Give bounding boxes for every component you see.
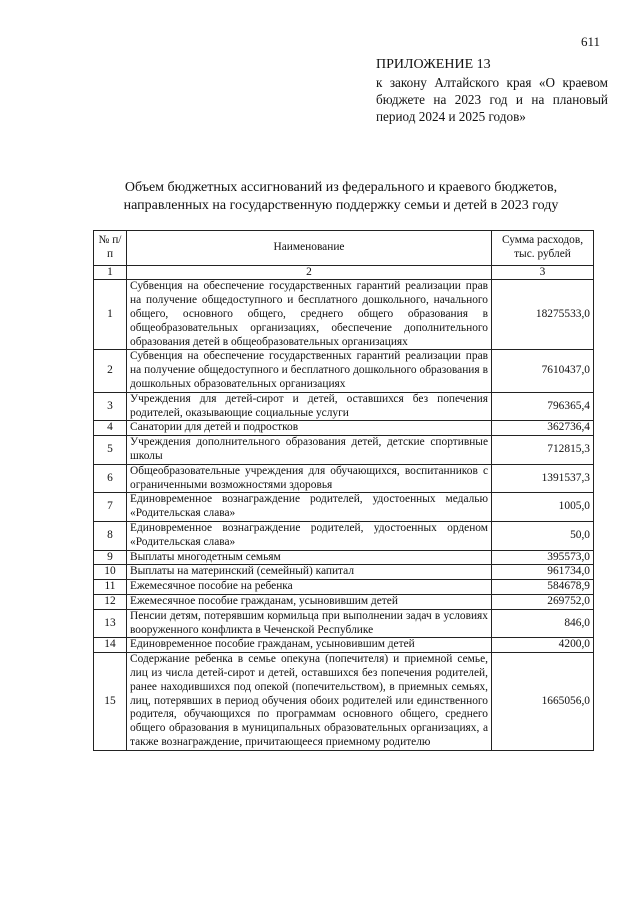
row-number: 1 xyxy=(94,280,127,350)
column-index: 1 xyxy=(94,265,127,280)
table-row xyxy=(94,493,594,522)
row-number: 15 xyxy=(94,653,127,751)
column-index: 3 xyxy=(492,265,594,280)
page-number: 611 xyxy=(580,34,600,49)
header-sum: Сумма расходов, тыс. рублей xyxy=(492,231,594,266)
row-number: 8 xyxy=(94,521,127,550)
row-number: 11 xyxy=(94,580,127,595)
table-row xyxy=(94,594,594,609)
row-number: 12 xyxy=(94,594,127,609)
table-row xyxy=(94,521,594,550)
row-number: 3 xyxy=(94,392,127,421)
row-sum: 7610437,0 xyxy=(492,350,594,392)
row-name: Ежемесячное пособие гражданам, усыновившим детей xyxy=(127,594,492,609)
table-row xyxy=(94,350,594,392)
table-header-row xyxy=(94,231,594,266)
row-name: Единовременное вознаграждение родителей, удостоенных орденом «Родительская слава» xyxy=(127,521,492,550)
row-sum: 796365,4 xyxy=(492,392,594,421)
row-sum: 4200,0 xyxy=(492,638,594,653)
document-title: Объем бюджетных ассигнований из федерального и краевого бюджетов, направленных на государственную поддержку семьи и детей в 2023 году xyxy=(123,180,559,213)
table-row xyxy=(94,421,594,436)
table-row xyxy=(94,280,594,350)
row-name: Выплаты на материнский (семейный) капитал xyxy=(127,565,492,580)
appendix-title: ПРИЛОЖЕНИЕ 13 xyxy=(376,57,491,72)
row-number: 2 xyxy=(94,350,127,392)
table-row xyxy=(94,464,594,493)
header-number: № п/п xyxy=(94,231,127,266)
row-sum: 846,0 xyxy=(492,609,594,638)
row-sum: 1005,0 xyxy=(492,493,594,522)
row-number: 13 xyxy=(94,609,127,638)
row-sum: 1391537,3 xyxy=(492,464,594,493)
row-number: 14 xyxy=(94,638,127,653)
row-number: 6 xyxy=(94,464,127,493)
row-number: 9 xyxy=(94,550,127,565)
table-row xyxy=(94,392,594,421)
row-number: 10 xyxy=(94,565,127,580)
column-index-row xyxy=(94,265,594,280)
row-sum: 712815,3 xyxy=(492,436,594,465)
row-name: Санатории для детей и подростков xyxy=(127,421,492,436)
row-sum: 362736,4 xyxy=(492,421,594,436)
row-name: Учреждения дополнительного образования детей, детские спортивные школы xyxy=(127,436,492,465)
row-number: 7 xyxy=(94,493,127,522)
row-number: 5 xyxy=(94,436,127,465)
appendix-law-reference: к закону Алтайского края «О краевом бюджете на 2023 год и на плановый период 2024 и 2025 годов» xyxy=(376,75,608,124)
table-row xyxy=(94,638,594,653)
table-row xyxy=(94,550,594,565)
row-sum: 1665056,0 xyxy=(492,653,594,751)
row-name: Пенсии детям, потерявшим кормильца при выполнении задач в условиях вооруженного конфликта в Чеченской Республике xyxy=(127,609,492,638)
table-row xyxy=(94,436,594,465)
row-sum: 584678,9 xyxy=(492,580,594,595)
row-name: Общеобразовательные учреждения для обучающихся, воспитанников с ограниченными возможностями здоровья xyxy=(127,464,492,493)
row-name: Субвенция на обеспечение государственных гарантий реализации прав на получение общедоступного и бесплатного дошкольного, начального общего, основного общего, среднего общего образования в общеобразовательных организациях, обеспечение дополнительного образования детей в общеобразовательных организациях xyxy=(127,280,492,350)
row-name: Содержание ребенка в семье опекуна (попечителя) и приемной семье, лиц из числа детей-сирот и детей, оставшихся без попечения родителей, ранее находившихся под опекой (попечительством), в приемных семьях, лиц, потерявших в период обучения обоих родителей или единственного родителя, обучающихся по программам основного общего, среднего общего образования в муниципальных образовательных организациях, а также вознаграждение, причитающееся приемному родителю xyxy=(127,653,492,751)
row-name: Единовременное пособие гражданам, усыновившим детей xyxy=(127,638,492,653)
row-sum: 269752,0 xyxy=(492,594,594,609)
row-name: Единовременное вознаграждение родителей, удостоенных медалью «Родительская слава» xyxy=(127,493,492,522)
table-row xyxy=(94,653,594,751)
table-row xyxy=(94,609,594,638)
row-sum: 18275533,0 xyxy=(492,280,594,350)
row-sum: 395573,0 xyxy=(492,550,594,565)
row-name: Субвенция на обеспечение государственных гарантий реализации прав на получение общедоступного и бесплатного дошкольного образования в дошкольных образовательных организациях xyxy=(127,350,492,392)
appendix-block xyxy=(376,56,608,125)
column-index: 2 xyxy=(127,265,492,280)
budget-table xyxy=(93,230,594,751)
table-row xyxy=(94,565,594,580)
row-name: Выплаты многодетным семьям xyxy=(127,550,492,565)
row-sum: 50,0 xyxy=(492,521,594,550)
table-row xyxy=(94,580,594,595)
row-number: 4 xyxy=(94,421,127,436)
row-name: Ежемесячное пособие на ребенка xyxy=(127,580,492,595)
row-name: Учреждения для детей-сирот и детей, оставшихся без попечения родителей, оказывающие социальные услуги xyxy=(127,392,492,421)
header-name: Наименование xyxy=(127,231,492,266)
row-sum: 961734,0 xyxy=(492,565,594,580)
